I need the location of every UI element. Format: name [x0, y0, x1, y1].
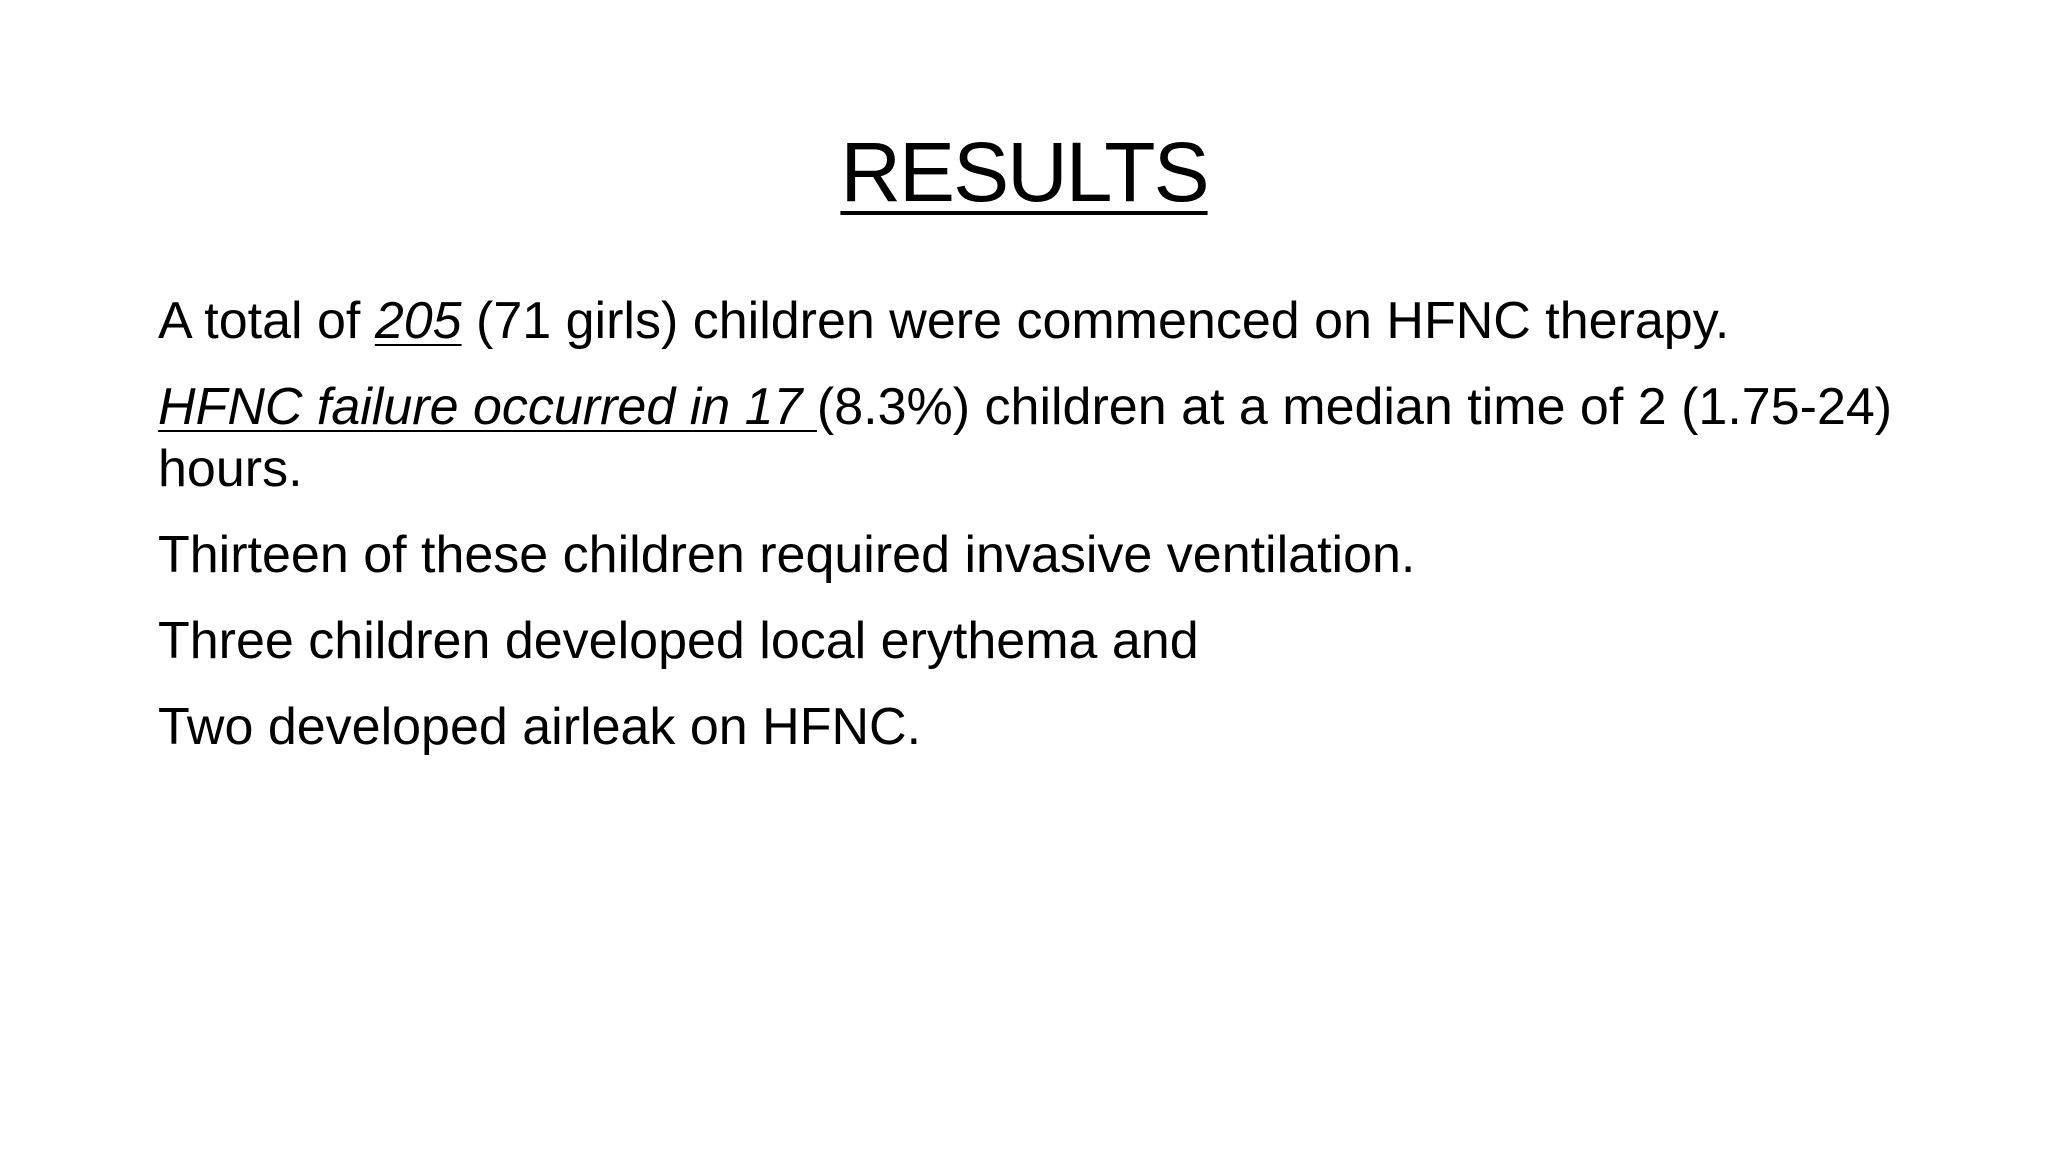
result-total-count: 205 — [374, 292, 462, 350]
result-total-suffix: (71 girls) children were commenced on HFNC therapy. — [461, 292, 1730, 350]
result-hfnc-failure — [158, 376, 1918, 500]
slide-title — [0, 122, 2048, 222]
result-invasive-ventilation: Thirteen of these children required invasive ventilation. — [158, 526, 1416, 584]
result-local-erythema: Three children developed local erythema and — [158, 612, 1199, 670]
result-failure-detail: (8.3%) children at a median time of 2 (1.75-24) hours. — [158, 378, 1893, 498]
result-failure-emphasis: HFNC failure occurred in 17 — [158, 378, 817, 436]
slide-body — [158, 290, 1918, 782]
result-total-prefix: A total of — [158, 292, 375, 350]
slide-title-text: RESULTS — [840, 125, 1208, 219]
result-airleak: Two developed airleak on HFNC. — [158, 698, 922, 756]
result-total-children — [158, 290, 1918, 352]
